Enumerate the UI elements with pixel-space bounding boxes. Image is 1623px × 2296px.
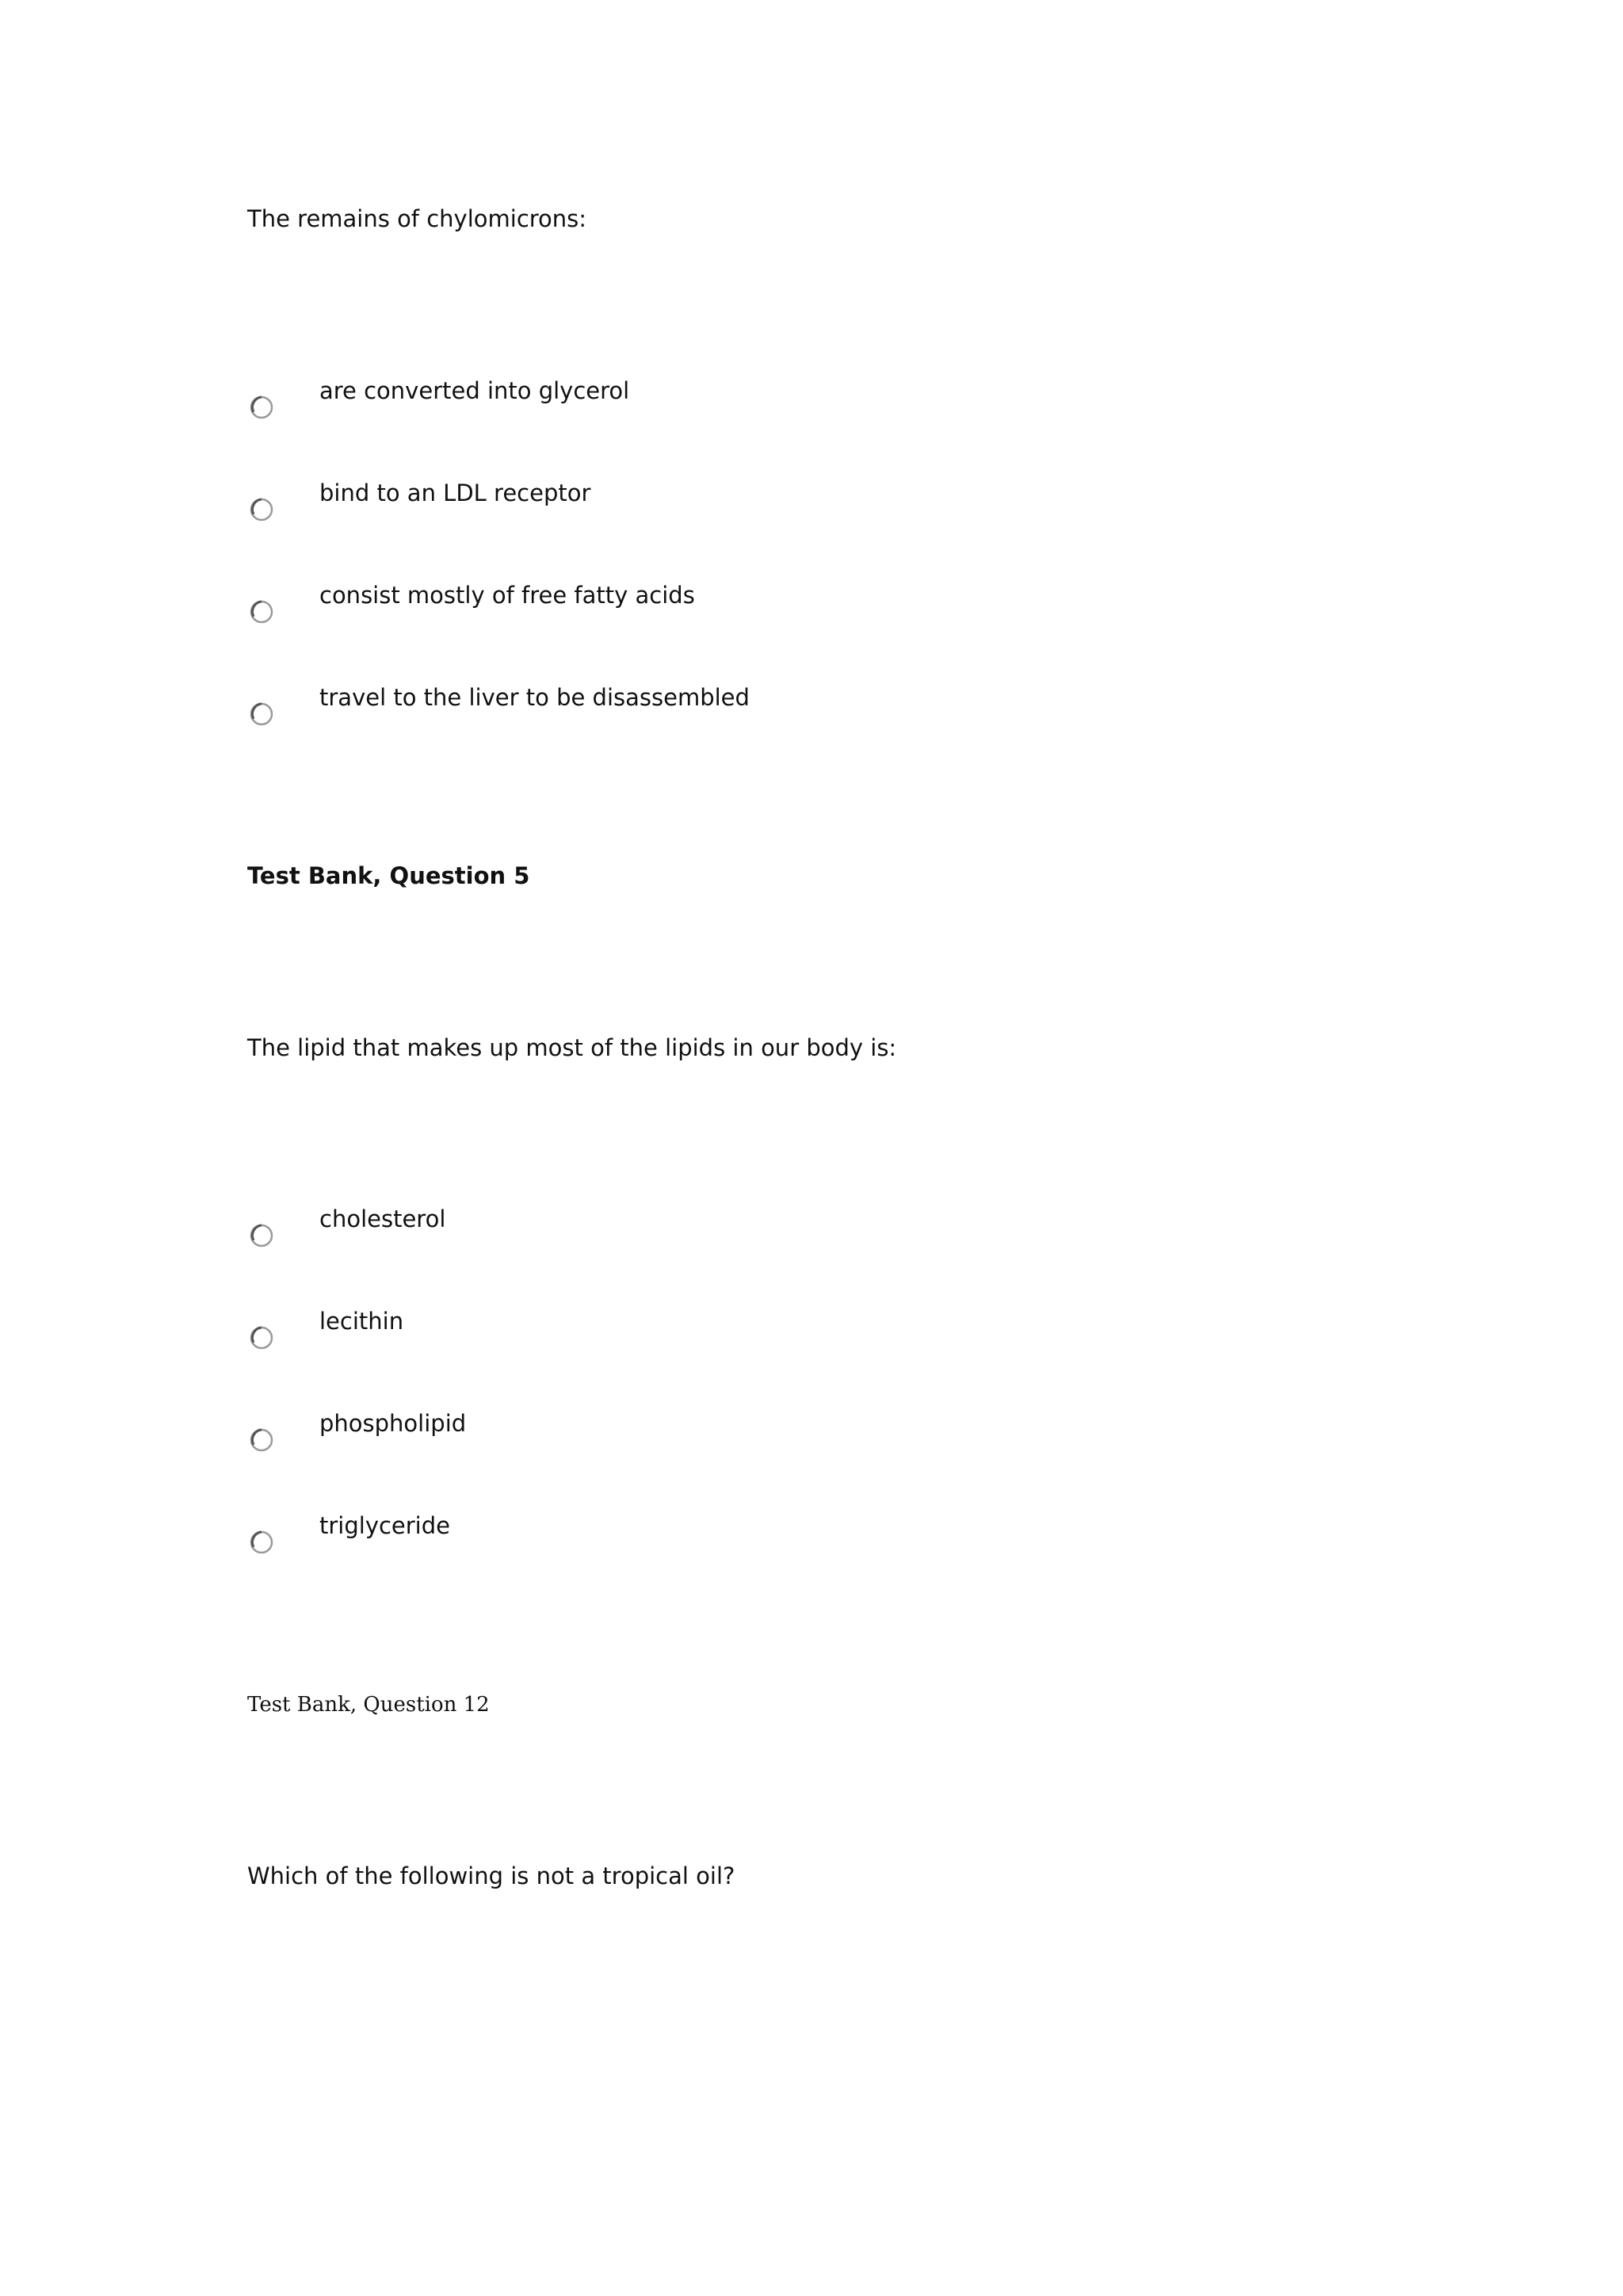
radio-button-icon[interactable] [249, 701, 274, 727]
radio-button-icon[interactable] [249, 599, 274, 625]
question-2-option-3[interactable] [247, 1410, 960, 1457]
question-2-option-1[interactable] [247, 1205, 960, 1253]
question-2-option-4[interactable] [247, 1512, 960, 1560]
option-label: consist mostly of free fatty acids [319, 582, 695, 609]
question-1-option-3[interactable] [247, 582, 960, 629]
option-label: travel to the liver to be disassembled [319, 684, 750, 711]
question-1-option-4[interactable] [247, 684, 960, 732]
radio-button-icon[interactable] [249, 1223, 274, 1248]
radio-button-icon[interactable] [249, 497, 274, 522]
option-label: are converted into glycerol [319, 377, 630, 404]
option-label: cholesterol [319, 1205, 446, 1232]
option-label: lecithin [319, 1308, 404, 1335]
question-3-heading: Test Bank, Question 12 [247, 1693, 490, 1717]
option-label: triglyceride [319, 1512, 450, 1539]
radio-button-icon[interactable] [249, 395, 274, 420]
radio-button-icon[interactable] [249, 1427, 274, 1453]
question-2-prompt: The lipid that makes up most of the lipids in our body is: [247, 1034, 897, 1061]
question-1-prompt: The remains of chylomicrons: [247, 205, 587, 232]
question-1-option-2[interactable] [247, 479, 960, 527]
question-3-prompt: Which of the following is not a tropical oil? [247, 1862, 735, 1889]
option-label: phospholipid [319, 1410, 467, 1437]
question-1-option-1[interactable] [247, 377, 960, 425]
option-label: bind to an LDL receptor [319, 479, 591, 506]
radio-button-icon[interactable] [249, 1325, 274, 1350]
question-2-heading: Test Bank, Question 5 [247, 862, 530, 889]
radio-button-icon[interactable] [249, 1530, 274, 1555]
question-2-option-2[interactable] [247, 1308, 960, 1355]
